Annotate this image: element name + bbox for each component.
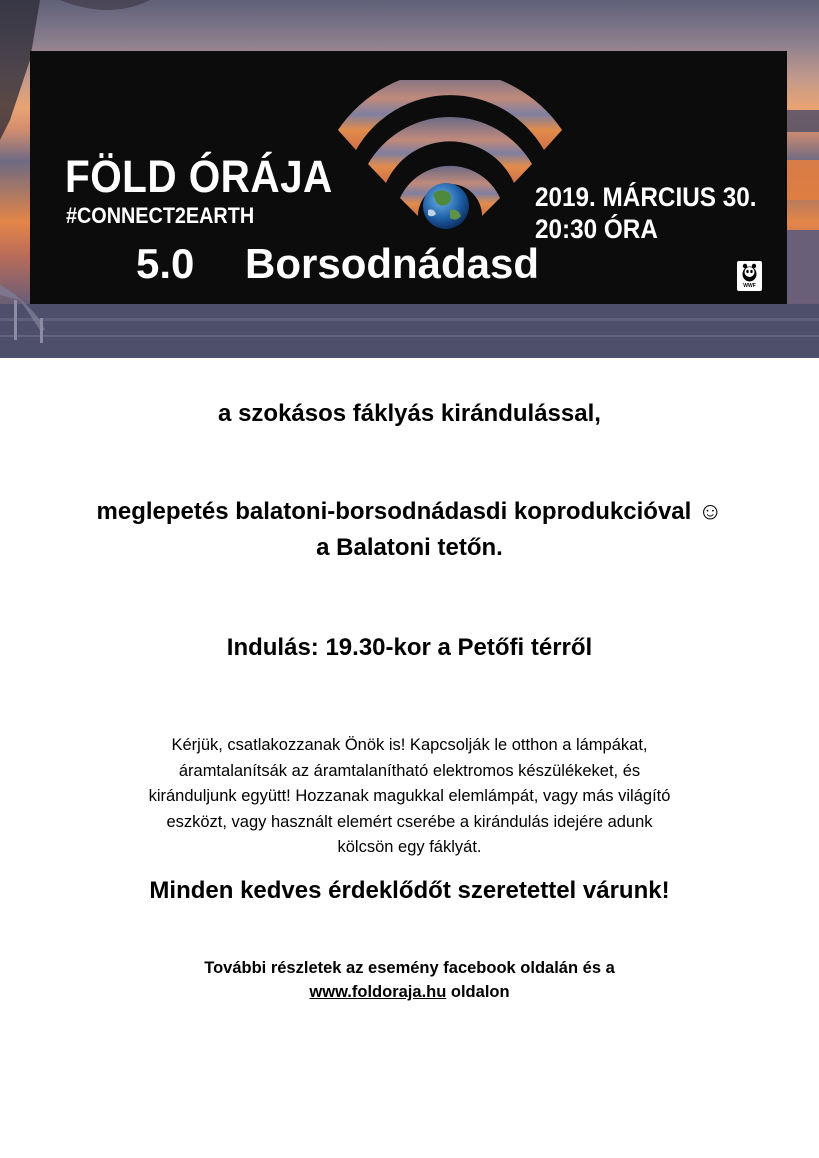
wifi-earth-icon: [330, 80, 570, 240]
paragraph-line: áramtalanítsák az áramtalanítható elektromos készülékeket, és: [178, 761, 641, 780]
website-suffix: oldalon: [446, 983, 510, 1001]
welcome-line: Minden kedves érdeklődőt szeretettel várunk!: [149, 877, 670, 904]
website-line: [0, 983, 819, 1002]
event-banner: [0, 0, 819, 358]
wwf-logo-text: WWF: [743, 283, 756, 289]
paragraph-line: kiránduljunk együtt! Hozzanak magukkal elemlámpát, vagy más világító: [148, 787, 671, 805]
invitation-paragraph: [70, 733, 749, 861]
torch-hike-line: a szokásos fáklyás kirándulással,: [218, 400, 601, 427]
banner-date: 2019. MÁRCIUS 30.: [535, 182, 757, 212]
banner-time: 20:30 ÓRA: [535, 214, 658, 244]
paragraph-line: kölcsön egy fáklyát.: [337, 838, 482, 856]
more-info-line: További részletek az esemény facebook oldalán és a: [204, 959, 615, 977]
banner-version: 5.0: [136, 240, 195, 287]
paragraph-line: eszközt, vagy használt elemért cserébe a kirándulás idejére adunk: [166, 812, 653, 831]
banner-hashtag: #CONNECT2EARTH: [66, 203, 255, 228]
departure-line: Indulás: 19.30-kor a Petőfi térről: [226, 634, 593, 661]
website-link[interactable]: www.foldoraja.hu: [309, 983, 447, 1001]
location-line: a Balatoni tetőn.: [316, 534, 503, 561]
banner-town: Borsodnádasd: [245, 240, 540, 287]
banner-title: FÖLD ÓRÁJA: [65, 151, 333, 202]
panda-icon: [737, 261, 762, 283]
wwf-logo: [737, 261, 762, 291]
surprise-line: meglepetés balatoni-borsodnádasdi koprodukcióval ☺: [96, 498, 723, 525]
paragraph-line: Kérjük, csatlakozzanak Önök is! Kapcsolják le otthon a lámpákat,: [171, 736, 648, 754]
